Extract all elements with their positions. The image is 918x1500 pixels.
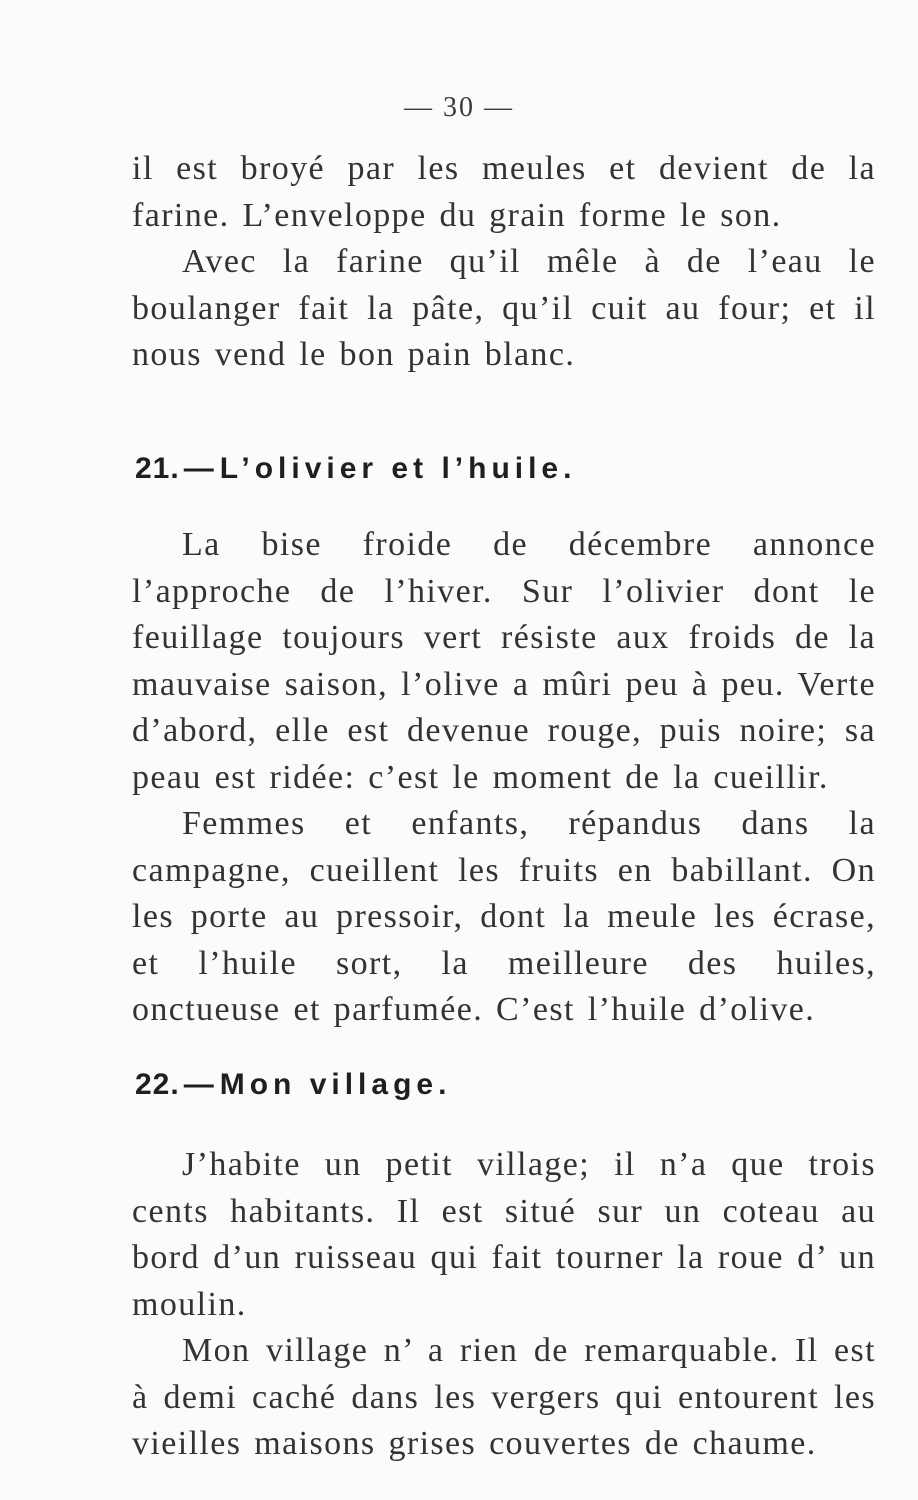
section-dash: —: [183, 1068, 214, 1101]
section-21-heading: [135, 452, 576, 486]
paragraph: J’habite un petit village; il n’a que trois cents habitants. Il est situé sur un coteau au bord d’un ruisseau qui fait tourner la roue d’ un moulin.: [132, 1146, 876, 1323]
section-number: 22.: [135, 1068, 180, 1101]
section-21-text: [132, 522, 876, 1034]
section-22-heading: [135, 1068, 451, 1102]
paragraph: il est broyé par les meules et devient de la farine. L’enveloppe du grain forme le son.: [132, 150, 876, 234]
paragraph: Femmes et enfants, répandus dans la campagne, cueillent les fruits en babillant. On les porte au pressoir, dont la meule les écrase, et l’huile sort, la meilleure des huiles, onctueuse et parfumée. C’est l’huile d’olive.: [132, 805, 876, 1028]
section-number: 21.: [135, 452, 180, 485]
section-22-text: [132, 1142, 876, 1468]
section-title: Mon village.: [219, 1068, 452, 1101]
paragraph: Avec la farine qu’il mêle à de l’eau le boulanger fait la pâte, qu’il cuit au four; et il nous vend le bon pain blanc.: [132, 243, 876, 373]
page-number: — 30 —: [404, 92, 514, 123]
section-prev-text: [132, 146, 876, 379]
section-dash: —: [183, 452, 214, 485]
section-title: L’olivier et l’huile.: [219, 452, 577, 485]
paragraph: La bise froide de décembre annonce l’approche de l’hiver. Sur l’olivier dont le feuillage toujours vert résiste aux froids de la mauvaise saison, l’olive a mûri peu à peu. Verte d’abord, elle est devenue rouge, puis noire; sa peau est ridée: c’est le moment de la cueillir.: [132, 526, 876, 796]
paragraph: Mon village n’ a rien de remarquable. Il est à demi caché dans les vergers qui entourent les vieilles maisons grises couvertes de chaume.: [132, 1332, 876, 1462]
